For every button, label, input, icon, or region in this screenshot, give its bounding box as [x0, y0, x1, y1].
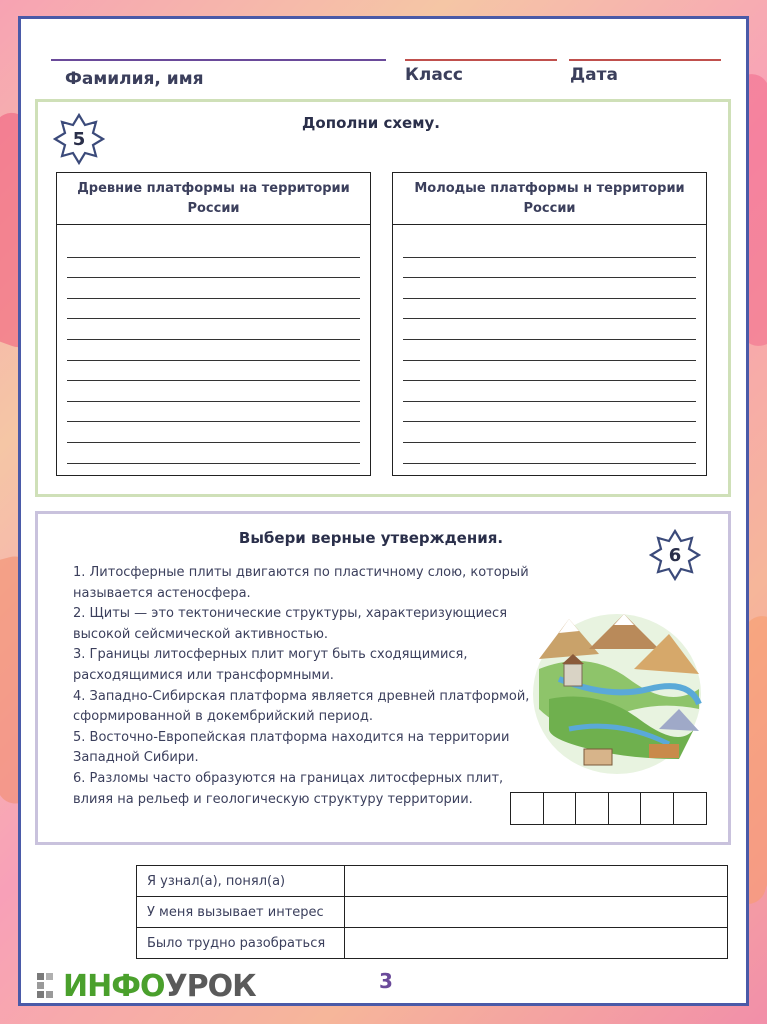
logo-text-green: ИНФО: [63, 969, 165, 1004]
reflection-answer[interactable]: [345, 897, 728, 928]
page-number: 3: [379, 969, 393, 993]
answer-grid: [510, 792, 707, 825]
answer-cell[interactable]: [576, 793, 609, 824]
reflection-answer[interactable]: [345, 866, 728, 897]
class-line: [405, 59, 557, 61]
reflection-label: У меня вызывает интерес: [137, 897, 345, 928]
statement: 3. Границы литосферных плит могут быть сходящимися, расходящимися или трансформными.: [73, 647, 468, 683]
statement: 6. Разломы часто образуются на границах литосферных плит, влияя на рельеф и геологическую структуру территории.: [73, 770, 504, 807]
name-line: [51, 59, 386, 61]
table-row: [137, 866, 728, 897]
answer-cell[interactable]: [674, 793, 707, 824]
answer-cell[interactable]: [511, 793, 544, 824]
class-label: Класс: [405, 65, 463, 85]
logo-text-gray: УРОК: [164, 969, 256, 1004]
statements-list: [73, 563, 533, 810]
date-line: [569, 59, 721, 61]
task-5-title: Дополни схему.: [302, 114, 440, 132]
answer-cell[interactable]: [609, 793, 642, 824]
reflection-table: [136, 865, 728, 959]
task-6-number: 6: [668, 544, 682, 566]
statement: 1. Литосферные плиты двигаются по пластичному слою, который называется астеносфера.: [73, 565, 529, 601]
statement: 2. Щиты — это тектонические структуры, характеризующиеся высокой сейсмической активностью.: [73, 606, 508, 642]
ancient-platforms-column: [56, 172, 371, 476]
reflection-label: Было трудно разобраться: [137, 928, 345, 959]
answer-lines[interactable]: [393, 225, 706, 464]
landscape-illustration: [529, 609, 704, 779]
answer-cell[interactable]: [641, 793, 674, 824]
reflection-label: Я узнал(а), понял(а): [137, 866, 345, 897]
statement: 5. Восточно-Европейская платформа находится на территории Западной Сибири.: [73, 729, 510, 766]
task-5-number: 5: [72, 128, 86, 150]
infourok-logo: [37, 969, 256, 1004]
table-row: [137, 928, 728, 959]
answer-cell[interactable]: [544, 793, 577, 824]
task-6-title: Выбери верные утверждения.: [238, 529, 504, 547]
column-header: Молодые платформы н территории России: [393, 173, 706, 225]
column-header: Древние платформы на территории России: [57, 173, 370, 225]
worksheet-page: [18, 16, 749, 1006]
young-platforms-column: [392, 172, 707, 476]
date-label: Дата: [570, 65, 618, 85]
task-6-badge: [649, 529, 701, 581]
task-5-badge: [53, 113, 105, 165]
answer-lines[interactable]: [57, 225, 370, 464]
name-label: Фамилия, имя: [65, 69, 204, 89]
reflection-answer[interactable]: [345, 928, 728, 959]
table-row: [137, 897, 728, 928]
logo-pixel-icon: [37, 973, 63, 1001]
statement: 4. Западно-Сибирская платформа является древней платформой, сформированной в докембрийский период.: [73, 688, 530, 725]
